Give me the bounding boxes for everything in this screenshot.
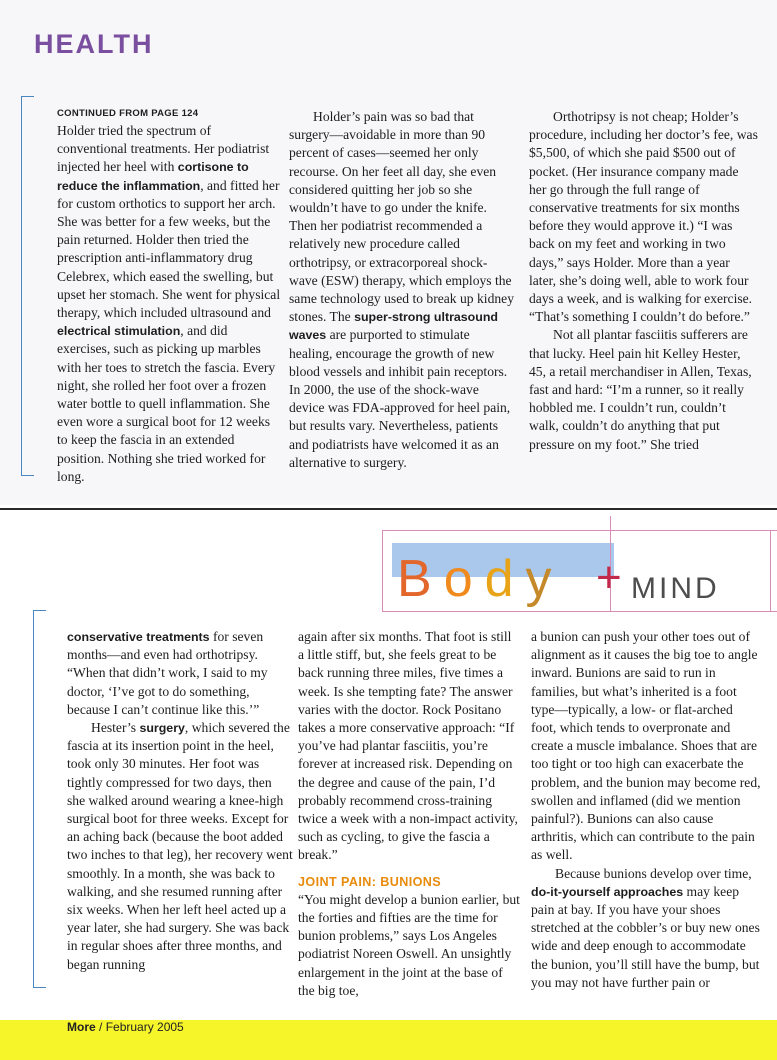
page-divider bbox=[0, 508, 777, 510]
text-run: Holder’s pain was so bad that surgery—avoidable in more than 90 percent of cases—seemed her only recourse. On her feet all day, she even considered quitting her job so she wouldn’t have to go under the knife. Then her podiatrist recommended a relatively new procedure called orthotripsy, or extracorporeal shock-wave (ESW) therapy, which employs the same technology used to break up kidney stones. The bbox=[289, 109, 514, 325]
body-logo bbox=[397, 550, 564, 608]
paragraph bbox=[531, 865, 761, 992]
paragraph bbox=[57, 122, 283, 486]
layout-guide bbox=[770, 530, 771, 612]
article-column-6 bbox=[531, 628, 761, 992]
text-run: , which severed the fascia at its insertion point in the heel, took only 30 minutes. Her foot was tightly compressed for two days, then she walked around wearing a knee-high surgical boot for three weeks. Except for an aching back (because the boot added two inches to that leg), her recovery went smoothly. In a month, she was back to walking, and she resumed running after six weeks. When her left heel acted up a year later, she had surgery. She was back in regular shoes after three months, and began running bbox=[67, 720, 293, 972]
text-run: , and did exercises, such as picking up marbles with her toes to stretch the fascia. Every night, she rolled her foot over a frozen water bottle to quell inflammation. She even wore a surgical boot for 12 weeks to keep the fascia in an extended position. Nothing she tried worked for long. bbox=[57, 323, 276, 484]
article-column-1 bbox=[57, 108, 283, 486]
paragraph: again after six months. That foot is still a little stiff, but, she feels great to be back running three miles, five times a week. Is she tempting fate? The answer varies with the doctor. Rock Positano takes a more conservative approach: “If you’ve had plantar fasciitis, you’re forever at increased risk. Depending on the degree and cause of the pain, I’d probably recommend cross-training twice a week with a non-impact activity, such as cycling, to give the fascia a break.” bbox=[298, 629, 518, 863]
highlight-phrase: conservative treatments bbox=[67, 630, 210, 644]
text-run: , and fitted her for custom orthotics to support her arch. She was better for a few weeks, but the pain returned. Holder then tried the prescription anti-inflammatory drug Celebrex, which eased the swelling, but upset her stomach. She went for physical therapy, which included ultrasound and bbox=[57, 177, 281, 321]
text-run: Because bunions develop over time, bbox=[555, 865, 752, 881]
column-bracket bbox=[33, 610, 34, 988]
layout-guide bbox=[382, 530, 383, 612]
logo-letter-b: B bbox=[397, 550, 444, 608]
column-bracket bbox=[21, 96, 22, 476]
highlight-phrase: electrical stimulation bbox=[57, 324, 181, 339]
article-column-4 bbox=[67, 628, 293, 974]
highlight-phrase: do-it-yourself approaches bbox=[531, 884, 684, 899]
paragraph: a bunion can push your other toes out of alignment as it causes the big toe to angle inward. Bunions are said to run in families, but what’s inherited is a foot type—typically, a low- or flat-arched foot, which tends to overpronate and create a muscle imbalance. Shoes that are too tight or too high can exacerbate the problem, and the bunion may become red, swollen and inflamed (did we mention painful?). Bunions can also cause arthritis, which can contribute to the pain as well. bbox=[531, 629, 761, 863]
highlight-phrase: surgery bbox=[139, 721, 185, 736]
paragraph: Orthotripsy is not cheap; Holder’s procedure, including her doctor’s fee, was $5,500, of which she paid $500 out of pocket. (Her insurance company made her go through the full range of conservative treatments for six months before they would approve it.) “I was back on my feet and working in two days,” says Holder. More than a year later, she’s doing well, able to work four days a week, and is walking for exercise. “That’s something I couldn’t do before.” bbox=[529, 109, 758, 325]
logo-letter-d: d bbox=[484, 550, 526, 608]
text-run: may keep pain at bay. If you have your shoes stretched at the cobbler’s or buy new ones wide and deep enough to accommodate the bunion, you’ll still have the bump, but you may not have further pain or bbox=[531, 883, 760, 990]
continued-label: CONTINUED FROM PAGE 124 bbox=[57, 108, 199, 119]
footer-separator: / bbox=[95, 1020, 106, 1034]
logo-letter-o: o bbox=[443, 550, 485, 608]
paragraph bbox=[67, 719, 293, 974]
article-column-5 bbox=[298, 628, 520, 1000]
paragraph: “You might develop a bunion earlier, but the forties and fifties are the time for bunion problems,” says Los Angeles podiatrist Noreen Oswell. An unsightly enlargement in the joint at the base of the big toe, bbox=[298, 891, 520, 998]
paragraph bbox=[289, 108, 515, 472]
article-column-3 bbox=[529, 108, 759, 454]
layout-guide bbox=[382, 530, 777, 531]
text-run: Hester’s bbox=[91, 720, 140, 736]
highlight-phrase: cortisone to reduce the inflammation bbox=[57, 160, 249, 193]
text-run: Holder tried the spectrum of conventional treatments. Her podiatrist injected her heel with bbox=[57, 123, 270, 175]
section-title: HEALTH bbox=[34, 29, 154, 59]
magazine-name: More bbox=[67, 1020, 96, 1034]
layout-guide bbox=[382, 611, 777, 612]
text-run: are purported to stimulate healing, encourage the growth of new blood vessels and inhibit pain receptors. In 2000, the use of the shock-wave device was FDA-approved for heel pain, but results vary. Nevertheless, patients and podiatrists have welcomed it as an alternative to surgery. bbox=[289, 327, 511, 470]
paragraph: Not all plantar fasciitis sufferers are that lucky. Heel pain hit Kelley Hester, 45, a retail merchandiser in Allen, Texas, fast and hard: “I’m a runner, so it really hobbled me. I couldn’t run, couldn’t walk, couldn’t do anything that put pressure on my foot.” She tried bbox=[529, 327, 752, 452]
issue-date: February 2005 bbox=[105, 1020, 184, 1034]
article-column-2 bbox=[289, 108, 515, 472]
logo-plus: + bbox=[596, 553, 622, 602]
text-run: for seven months—and even had orthotripsy. “When that didn’t work, I said to my doctor, ‘I’ve got to do something, because I can’t continue like this.’” bbox=[67, 629, 268, 717]
section-subhead: JOINT PAIN: BUNIONS bbox=[298, 874, 442, 889]
mind-logo: MIND bbox=[631, 572, 720, 605]
page-footer bbox=[67, 1020, 184, 1034]
logo-letter-y: y bbox=[525, 550, 564, 608]
paragraph bbox=[67, 628, 293, 719]
highlight-phrase: super-strong ultrasound waves bbox=[289, 310, 498, 343]
